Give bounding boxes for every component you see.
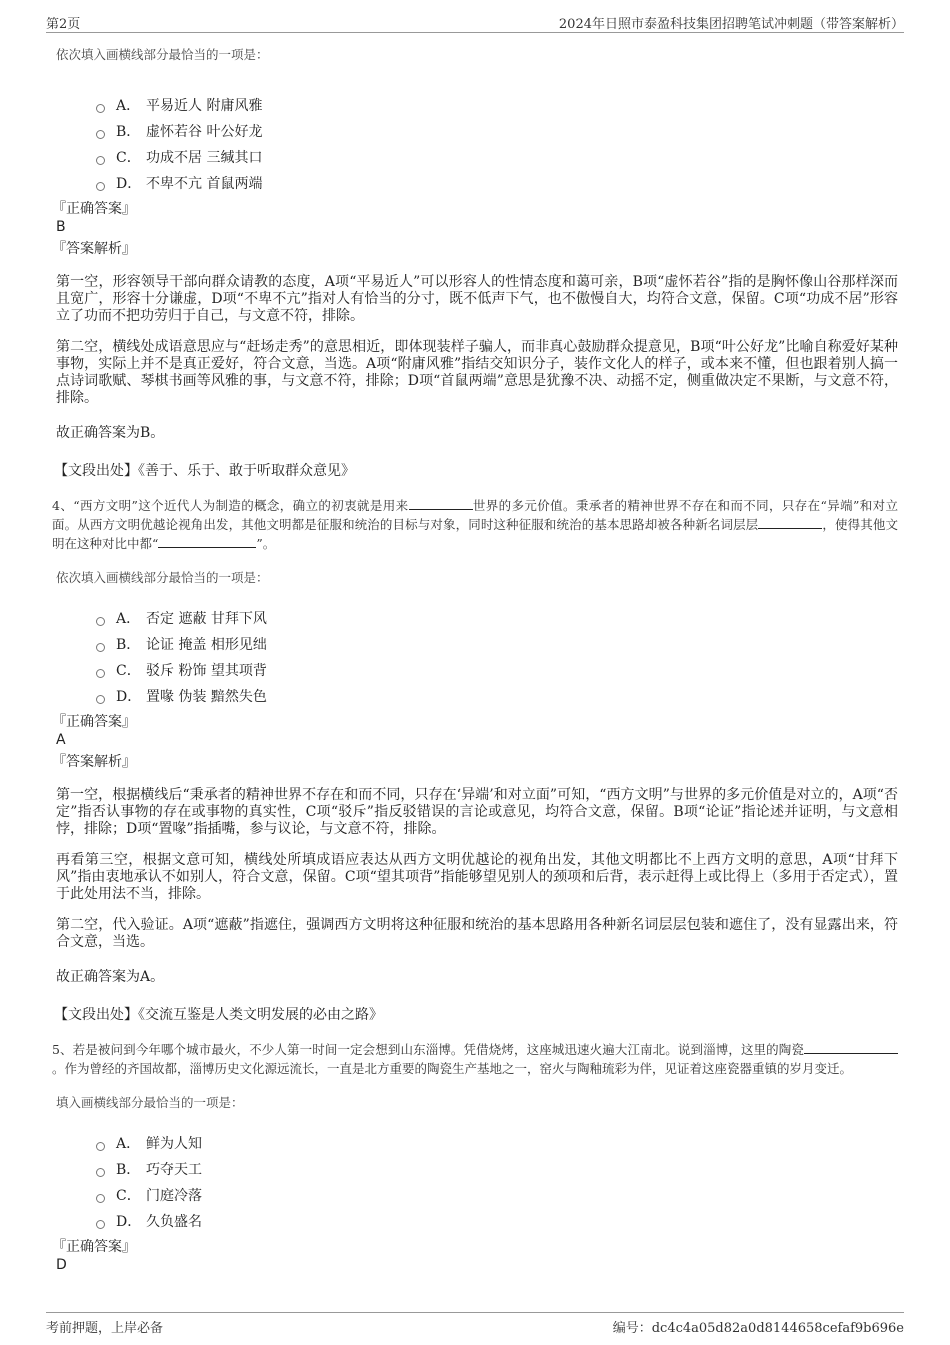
option-text: 鲜为人知 bbox=[146, 1136, 202, 1152]
q3-analysis-1: 第一空，形容领导干部向群众请教的态度，A项“平易近人”可以形容人的性情态度和蔼可亲，B项“虚怀若谷”指的是胸怀像山谷那样深而且宽广，形容十分谦虚，D项“不卑不亢”指对人有恰当的分寸，既不低声下气，也不傲慢自大，均符合文意，保留。C项“功成不居”形容立了功而不把功劳归于自己，与文意不符，排除。 bbox=[56, 274, 898, 324]
document-id: 编号：dc4c4a05d82a0d8144658cefaf9b696e bbox=[612, 1321, 904, 1336]
radio-icon[interactable] bbox=[96, 695, 105, 704]
q4-text-part: 4、“西方文明”这个近代人为制造的概念，确立的初衷就是用来 bbox=[52, 498, 409, 513]
q4-text-part: ”。 bbox=[256, 536, 276, 551]
option-letter: B． bbox=[116, 124, 141, 140]
option-text: 巧夺天工 bbox=[146, 1162, 202, 1178]
q3-analysis-3: 故正确答案为B。 bbox=[56, 425, 165, 441]
page-footer bbox=[46, 1312, 904, 1337]
q4-answer: A bbox=[56, 732, 66, 748]
option-text: 门庭冷落 bbox=[146, 1188, 202, 1204]
radio-icon[interactable] bbox=[96, 156, 105, 165]
q4-text-part: ，使得其他文明在这种对比中都“ bbox=[52, 517, 898, 551]
radio-icon[interactable] bbox=[96, 1220, 105, 1229]
option-text: 久负盛名 bbox=[146, 1214, 202, 1230]
option-letter: A． bbox=[116, 1136, 141, 1152]
radio-icon[interactable] bbox=[96, 669, 105, 678]
option-text: 论证 掩盖 相形见绌 bbox=[146, 637, 267, 653]
radio-icon[interactable] bbox=[96, 617, 105, 626]
radio-icon[interactable] bbox=[96, 643, 105, 652]
q4-options bbox=[96, 605, 898, 709]
q3-option-a[interactable] bbox=[96, 92, 898, 118]
option-letter: A． bbox=[116, 98, 141, 114]
q3-answer: B bbox=[56, 219, 66, 235]
option-letter: D． bbox=[116, 176, 142, 192]
q3-option-b[interactable] bbox=[96, 118, 898, 144]
q4-analysis-4: 故正确答案为A。 bbox=[56, 969, 165, 985]
radio-icon[interactable] bbox=[96, 1194, 105, 1203]
option-text: 置喙 伪装 黯然失色 bbox=[146, 689, 267, 705]
q3-analysis-label: 『答案解析』 bbox=[52, 241, 136, 257]
option-text: 不卑不亢 首鼠两端 bbox=[146, 176, 263, 192]
option-letter: C． bbox=[116, 1188, 141, 1204]
q5-option-d[interactable] bbox=[96, 1208, 898, 1234]
option-text: 功成不居 三缄其口 bbox=[146, 150, 263, 166]
q3-option-c[interactable] bbox=[96, 144, 898, 170]
q4-analysis-3: 第二空，代入验证。A项“遮蔽”指遮住，强调西方文明将这种征服和统治的基本思路用各种新名词层层包装和遮住了，没有显露出来，符合文意，当选。 bbox=[56, 917, 898, 950]
q5-text bbox=[52, 1040, 898, 1078]
q3-option-d[interactable] bbox=[96, 170, 898, 196]
page-number: 第2页 bbox=[46, 17, 81, 32]
q5-instruction: 填入画横线部分最恰当的一项是： bbox=[56, 1095, 244, 1110]
q3-answer-label: 『正确答案』 bbox=[52, 201, 136, 217]
q4-analysis-1: 第一空，根据横线后“秉承者的精神世界不存在和而不同，只存在‘异端’和对立面”可知，“西方文明”与世界的多元价值是对立的，A项“否定”指否认事物的存在或事物的真实性，C项“驳斥”指反驳错误的言论或意见，均符合文意，保留。B项“论证”指论述并证明，与文意相悖，排除；D项“置喙”指插嘴，参与议论，与文意不符，排除。 bbox=[56, 787, 898, 837]
q4-blank-1 bbox=[409, 497, 473, 510]
main-content bbox=[52, 46, 898, 1274]
option-letter: C． bbox=[116, 150, 141, 166]
q3-analysis-2: 第二空，横线处成语意思应与“赶场走秀”的意思相近，即体现装样子骗人，而非真心鼓励群众提意见，B项“叶公好龙”比喻自称爱好某种事物，实际上并不是真正爱好，符合文意，当选。A项“附庸风雅”指结交知识分子，装作文化人的样子，或本来不懂，但也跟着别人搞一点诗词歌赋、琴棋书画等风雅的事，与文意不符，排除；D项“首鼠两端”意思是犹豫不决、动摇不定，侧重做决定不果断，与文意不符，排除。 bbox=[56, 339, 898, 406]
footer-slogan: 考前押题，上岸必备 bbox=[46, 1321, 164, 1336]
q5-answer: D bbox=[56, 1257, 67, 1273]
q5-blank-1 bbox=[804, 1041, 898, 1054]
q4-instruction: 依次填入画横线部分最恰当的一项是： bbox=[56, 570, 269, 585]
option-text: 平易近人 附庸风雅 bbox=[146, 98, 263, 114]
q4-blank-3 bbox=[158, 535, 256, 548]
page-header bbox=[46, 10, 904, 33]
q4-analysis-2: 再看第三空，根据文意可知，横线处所填成语应表达从西方文明优越论的视角出发，其他文明都比不上西方文明的意思，A项“甘拜下风”指由衷地承认不如别人，符合文意，保留。C项“望其项背”指能够望见别人的颈项和后背，表示赶得上或比得上（多用于否定式），置于此处用法不当，排除。 bbox=[56, 852, 898, 902]
q5-text-part: 。作为曾经的齐国故都，淄博历史文化源远流长，一直是北方重要的陶瓷生产基地之一，窑火与陶釉琉彩为伴，见证着这座瓷器重镇的岁月变迁。 bbox=[52, 1061, 853, 1076]
q5-option-b[interactable] bbox=[96, 1156, 898, 1182]
option-text: 驳斥 粉饰 望其项背 bbox=[146, 663, 267, 679]
q4-option-d[interactable] bbox=[96, 683, 898, 709]
q4-blank-2 bbox=[758, 516, 822, 529]
q3-instruction: 依次填入画横线部分最恰当的一项是： bbox=[56, 47, 269, 62]
option-letter: B． bbox=[116, 1162, 141, 1178]
q5-option-c[interactable] bbox=[96, 1182, 898, 1208]
q5-answer-label: 『正确答案』 bbox=[52, 1239, 136, 1255]
radio-icon[interactable] bbox=[96, 182, 105, 191]
q4-text-part: 世界的多元价值。秉承者的精神世界不存在和而不同，只存在“异端”和对立面。从西方文明优越论视角出发，其他文明都是征服和统治的目标与对象，同时这种征服和统治的基本思路却被各种新名词层层 bbox=[52, 498, 898, 532]
q3-options bbox=[96, 92, 898, 196]
q4-text bbox=[52, 496, 898, 553]
q4-option-c[interactable] bbox=[96, 657, 898, 683]
q3-source: 【文段出处】《善于、乐于、敢于听取群众意见》 bbox=[54, 463, 355, 479]
option-letter: C． bbox=[116, 663, 141, 679]
radio-icon[interactable] bbox=[96, 1168, 105, 1177]
q5-text-part: 5、若是被问到今年哪个城市最火，不少人第一时间一定会想到山东淄博。凭借烧烤，这座城迅速火遍大江南北。说到淄博，这里的陶瓷 bbox=[52, 1042, 804, 1057]
q4-answer-label: 『正确答案』 bbox=[52, 714, 136, 730]
q4-source: 【文段出处】《交流互鉴是人类文明发展的必由之路》 bbox=[54, 1007, 383, 1023]
q5-option-a[interactable] bbox=[96, 1130, 898, 1156]
radio-icon[interactable] bbox=[96, 130, 105, 139]
option-letter: B． bbox=[116, 637, 141, 653]
document-title: 2024年日照市泰盈科技集团招聘笔试冲刺题（带答案解析） bbox=[558, 17, 904, 32]
q4-option-b[interactable] bbox=[96, 631, 898, 657]
radio-icon[interactable] bbox=[96, 104, 105, 113]
option-letter: D． bbox=[116, 689, 142, 705]
option-text: 虚怀若谷 叶公好龙 bbox=[146, 124, 263, 140]
option-text: 否定 遮蔽 甘拜下风 bbox=[146, 611, 267, 627]
q4-analysis-label: 『答案解析』 bbox=[52, 754, 136, 770]
option-letter: D． bbox=[116, 1214, 142, 1230]
q5-options bbox=[96, 1130, 898, 1234]
option-letter: A． bbox=[116, 611, 141, 627]
radio-icon[interactable] bbox=[96, 1142, 105, 1151]
q4-option-a[interactable] bbox=[96, 605, 898, 631]
